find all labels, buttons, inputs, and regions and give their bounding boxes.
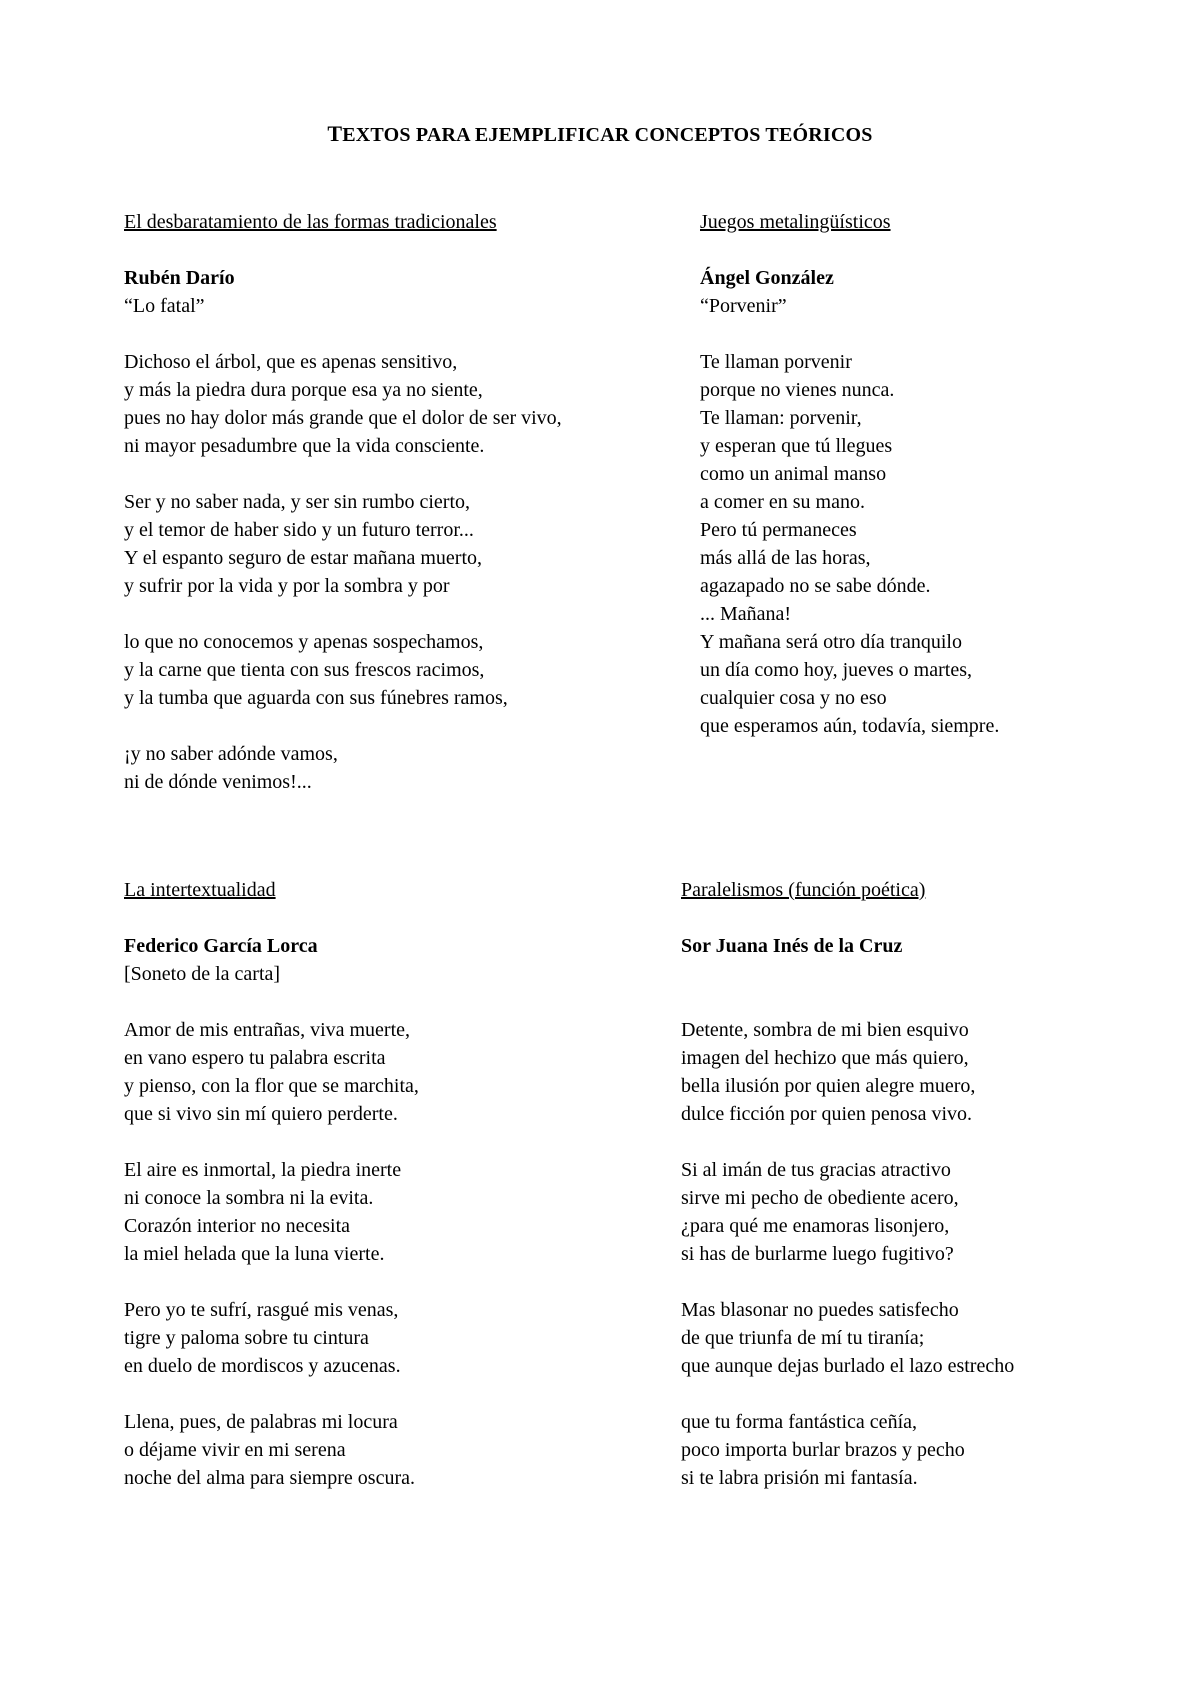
poem-line: Dichoso el árbol, que es apenas sensitivo, — [124, 351, 458, 373]
section-heading: La intertextualidad — [124, 879, 276, 901]
poem-stanza — [124, 740, 562, 796]
poem-line: en vano espero tu palabra escrita — [124, 1047, 386, 1069]
poem-line: y más la piedra dura porque esa ya no siente, — [124, 379, 483, 401]
poem-line: o déjame vivir en mi serena — [124, 1439, 346, 1461]
poem-author: Rubén Darío — [124, 267, 235, 289]
poem-line: ... Mañana! — [700, 603, 792, 625]
poem-line: Llena, pues, de palabras mi locura — [124, 1411, 398, 1433]
poem-line: Si al imán de tus gracias atractivo — [681, 1159, 951, 1181]
poem-line: noche del alma para siempre oscura. — [124, 1467, 415, 1489]
poem-stanza — [124, 1016, 419, 1128]
poem-line: cualquier cosa y no eso — [700, 687, 887, 709]
section-heading: Paralelismos (función poética) — [681, 879, 926, 901]
section-formas-tradicionales — [124, 208, 562, 796]
poem-line: Mas blasonar no puedes satisfecho — [681, 1299, 959, 1321]
poem-line: pues no hay dolor más grande que el dolor de ser vivo, — [124, 407, 562, 429]
poem-stanza — [124, 488, 562, 600]
poem-line: que si vivo sin mí quiero perderte. — [124, 1103, 398, 1125]
poem-stanza — [681, 1156, 1014, 1268]
poem-line: Corazón interior no necesita — [124, 1215, 351, 1237]
poem-line: imagen del hechizo que más quiero, — [681, 1047, 969, 1069]
poem-line: bella ilusión por quien alegre muero, — [681, 1075, 976, 1097]
section-heading: El desbaratamiento de las formas tradicionales — [124, 211, 497, 233]
poem-line: un día como hoy, jueves o martes, — [700, 659, 972, 681]
poem-line: El aire es inmortal, la piedra inerte — [124, 1159, 402, 1181]
poem-line: si te labra prisión mi fantasía. — [681, 1467, 918, 1489]
poem-line: y la tumba que aguarda con sus fúnebres ramos, — [124, 687, 508, 709]
poem-line: que esperamos aún, todavía, siempre. — [700, 715, 1000, 737]
poem-title: [Soneto de la carta] — [124, 963, 281, 985]
poem-line: y sufrir por la vida y por la sombra y por — [124, 575, 450, 597]
poem-stanza — [124, 1296, 419, 1380]
poem-author: Federico García Lorca — [124, 935, 318, 957]
section-intertextualidad — [124, 876, 419, 1492]
poem-title: “Lo fatal” — [124, 295, 205, 317]
document-title — [0, 120, 1200, 149]
poem-line: y la carne que tienta con sus frescos racimos, — [124, 659, 485, 681]
poem-line: ¡y no saber adónde vamos, — [124, 743, 338, 765]
poem-line: Te llaman porvenir — [700, 351, 852, 373]
poem-line: Y mañana será otro día tranquilo — [700, 631, 962, 653]
poem-line: como un animal manso — [700, 463, 887, 485]
section-juegos-metalinguisticos — [700, 208, 999, 740]
poem-line: si has de burlarme luego fugitivo? — [681, 1243, 954, 1265]
poem-stanza — [124, 1408, 419, 1492]
section-heading: Juegos metalingüísticos — [700, 211, 891, 233]
poem-stanza — [681, 1296, 1014, 1380]
poem-line: y pienso, con la flor que se marchita, — [124, 1075, 419, 1097]
poem-line: Amor de mis entrañas, viva muerte, — [124, 1019, 411, 1041]
poem-line: a comer en su mano. — [700, 491, 865, 513]
poem-line: ni conoce la sombra ni la evita. — [124, 1187, 374, 1209]
poem-line: la miel helada que la luna vierte. — [124, 1243, 385, 1265]
poem-line: y el temor de haber sido y un futuro terror... — [124, 519, 474, 541]
poem-line: ni de dónde venimos!... — [124, 771, 312, 793]
poem-line: de que triunfa de mí tu tiranía; — [681, 1327, 925, 1349]
poem-line: Ser y no saber nada, y ser sin rumbo cierto, — [124, 491, 471, 513]
poem-stanza — [681, 1016, 1014, 1128]
poem-line: que aunque dejas burlado el lazo estrecho — [681, 1355, 1015, 1377]
poem-line: Y el espanto seguro de estar mañana muerto, — [124, 547, 483, 569]
poem-line: Pero yo te sufrí, rasgué mis venas, — [124, 1299, 399, 1321]
poem-stanza — [681, 1408, 1014, 1492]
poem-line: lo que no conocemos y apenas sospechamos, — [124, 631, 484, 653]
poem-line: Te llaman: porvenir, — [700, 407, 862, 429]
poem-line: ¿para qué me enamoras lisonjero, — [681, 1215, 950, 1237]
poem-line: poco importa burlar brazos y pecho — [681, 1439, 965, 1461]
poem-author: Sor Juana Inés de la Cruz — [681, 935, 903, 957]
poem-line: sirve mi pecho de obediente acero, — [681, 1187, 959, 1209]
poem-title: “Porvenir” — [700, 295, 787, 317]
poem-title — [681, 960, 1014, 988]
poem-line: más allá de las horas, — [700, 547, 871, 569]
poem-line: y esperan que tú llegues — [700, 435, 893, 457]
poem-line: en duelo de mordiscos y azucenas. — [124, 1355, 401, 1377]
poem-line: dulce ficción por quien penosa vivo. — [681, 1103, 973, 1125]
poem-line: ni mayor pesadumbre que la vida consciente. — [124, 435, 485, 457]
poem-line: Detente, sombra de mi bien esquivo — [681, 1019, 969, 1041]
title-initial: T — [327, 121, 343, 146]
title-rest: EXTOS PARA EJEMPLIFICAR CONCEPTOS TEÓRICOS — [342, 124, 873, 146]
poem-stanza — [124, 1156, 419, 1268]
poem-line: que tu forma fantástica ceñía, — [681, 1411, 917, 1433]
poem-stanza — [700, 348, 999, 740]
poem-line: agazapado no se sabe dónde. — [700, 575, 931, 597]
poem-line: porque no vienes nunca. — [700, 379, 895, 401]
poem-author: Ángel González — [700, 267, 834, 289]
poem-stanza — [124, 628, 562, 712]
poem-line: tigre y paloma sobre tu cintura — [124, 1327, 369, 1349]
poem-stanza — [124, 348, 562, 460]
poem-line: Pero tú permaneces — [700, 519, 857, 541]
section-paralelismos — [681, 876, 1014, 1492]
